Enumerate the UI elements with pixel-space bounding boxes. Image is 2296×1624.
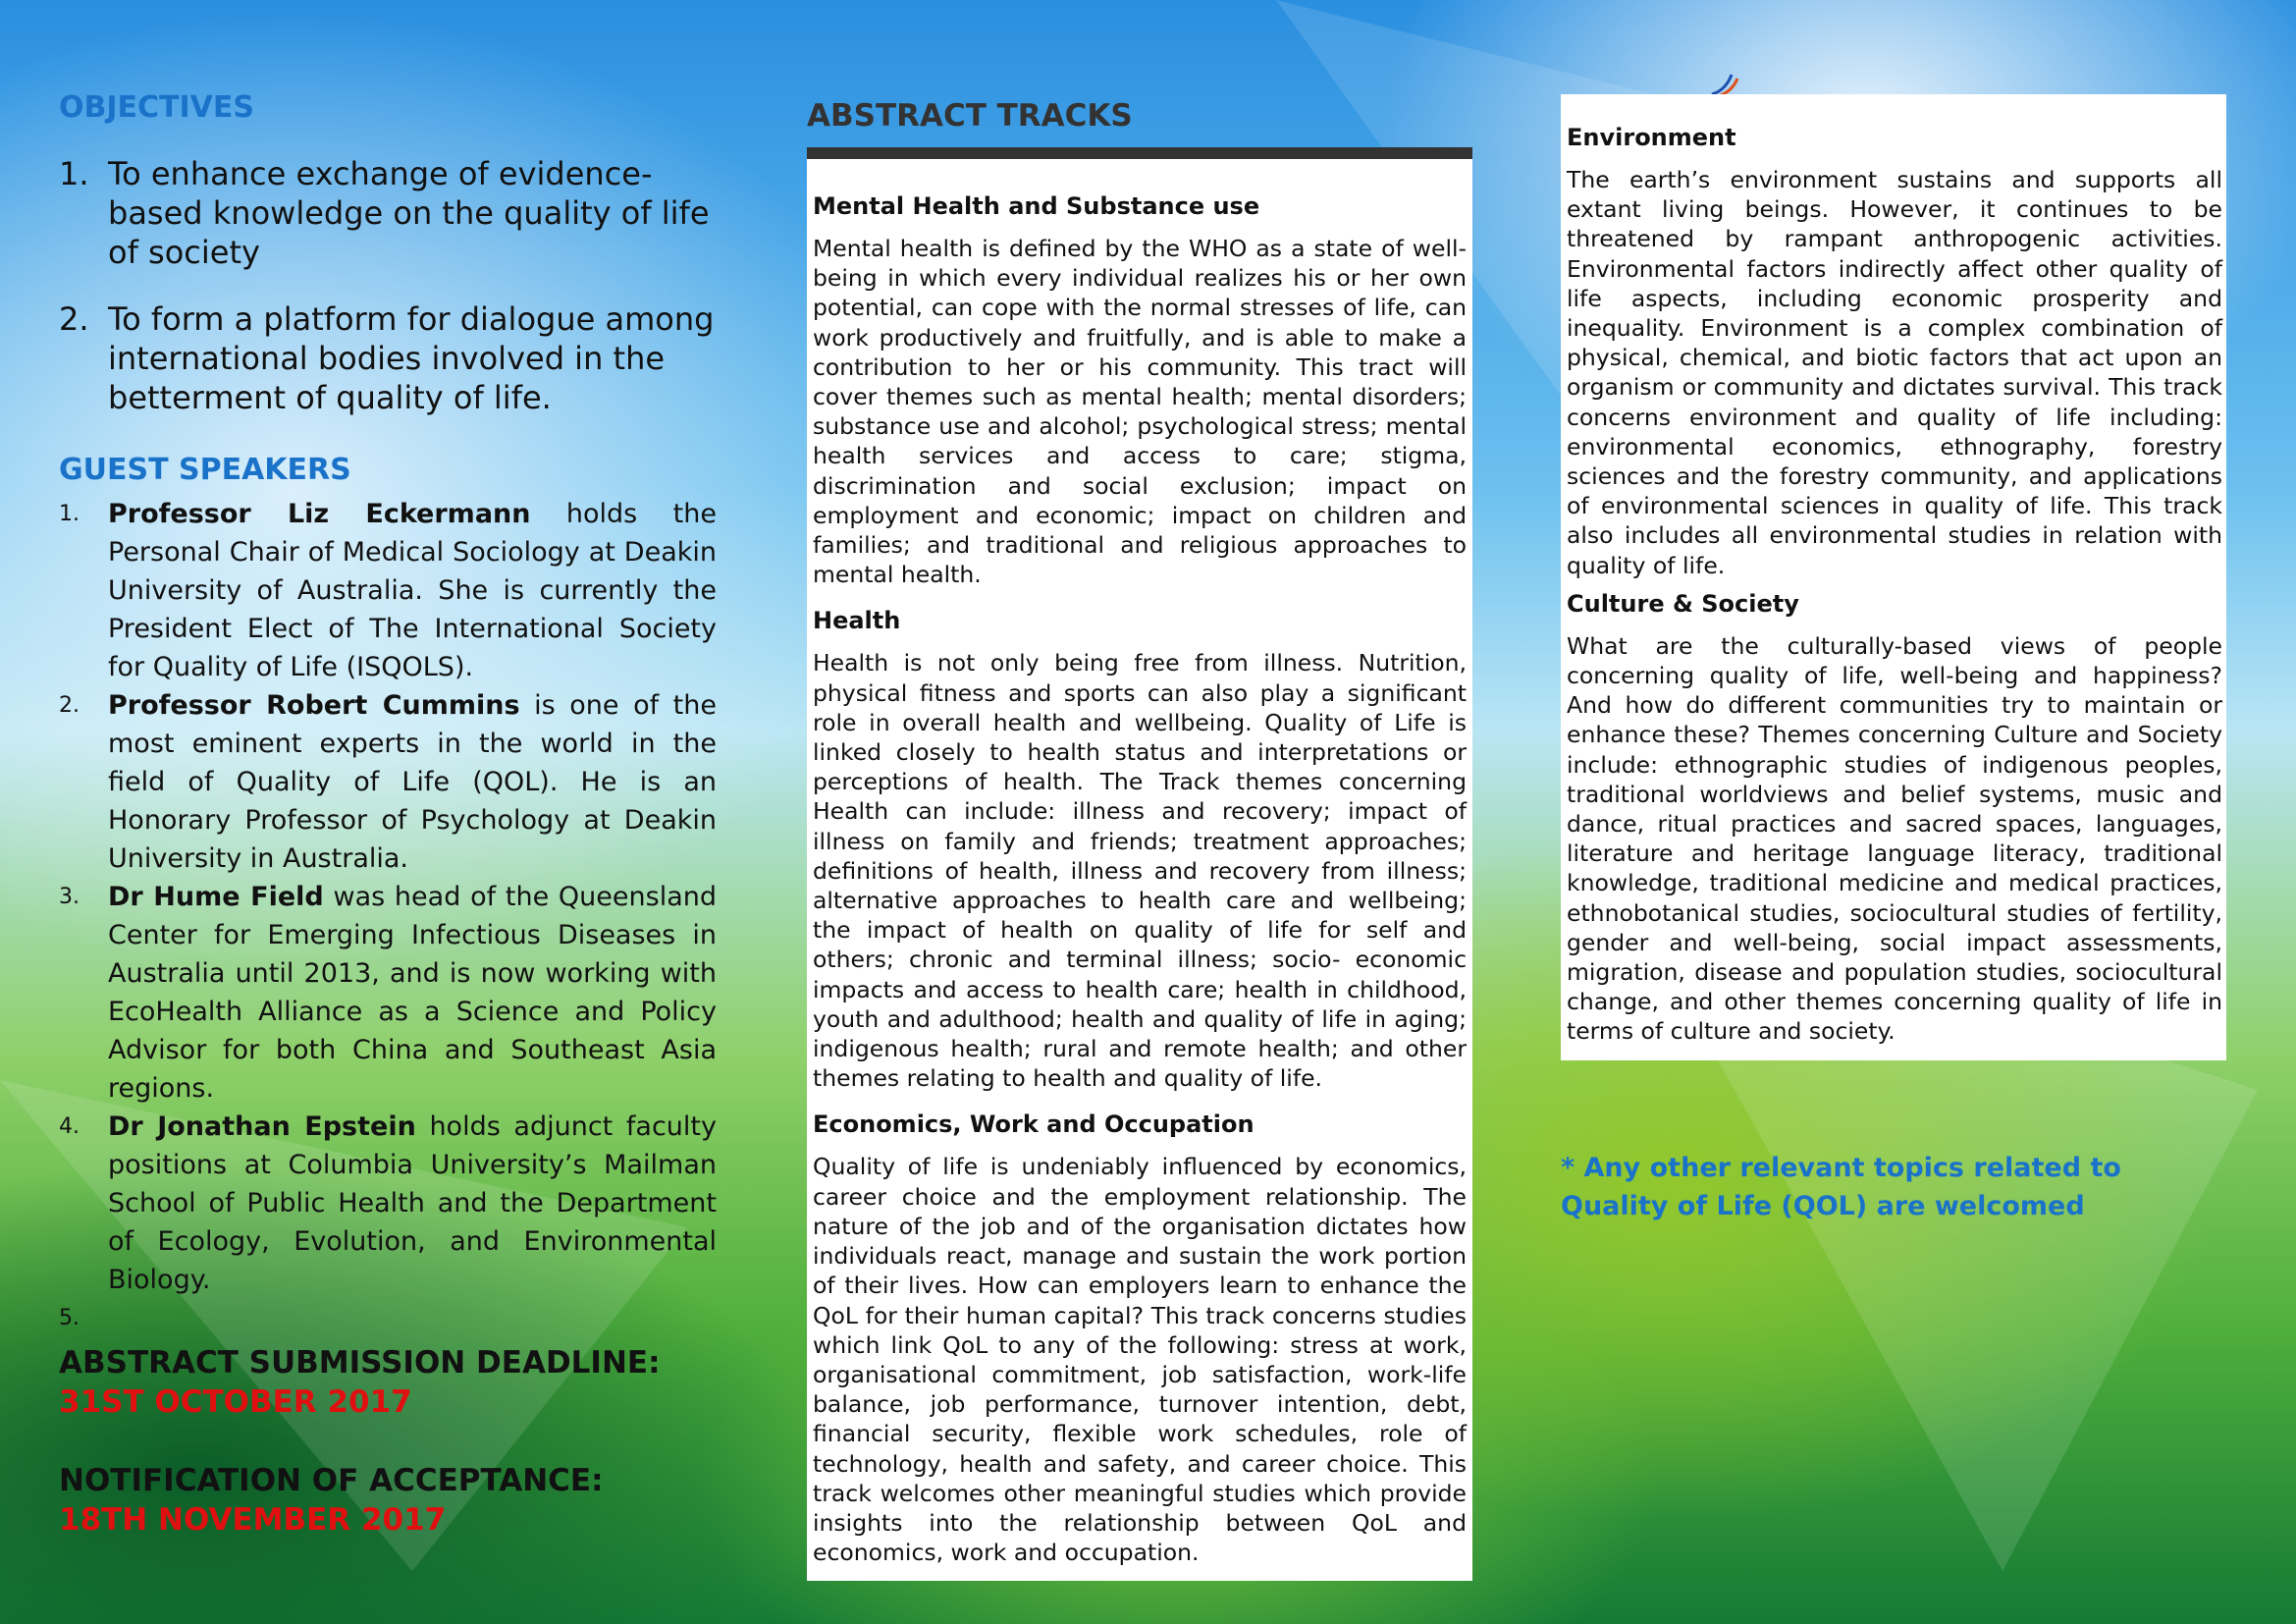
speaker-number: 5. [59,1306,80,1330]
track-heading-mental-health: Mental Health and Substance use [813,192,1260,220]
speaker-item [59,495,717,686]
speaker-name: Professor Liz Eckermann [108,499,531,529]
objectives-title: OBJECTIVES [59,90,254,125]
speaker-number: 3. [59,885,80,909]
track-heading-culture: Culture & Society [1567,589,1799,618]
speaker-name: Professor Robert Cummins [108,690,520,721]
tracks-panel-right [1561,94,2226,1060]
objective-item [59,154,717,272]
other-topics-note: * Any other relevant topics related to Quality of Life (QOL) are welcomed [1561,1152,2121,1221]
title-divider [807,147,1472,159]
tracks-panel [807,159,1472,1581]
submission-deadline-label: ABSTRACT SUBMISSION DEADLINE: [59,1345,661,1380]
track-body-mental-health: Mental health is defined by the WHO as a state of well-being in which every individual realizes his or her own potential, can cope with the normal stresses of life, can work productively and fruitfully, and is able to make a contribution to her or his community. This tract will cover themes such as mental health; mental disorders; substance use and alcohol; psychological stress; mental health services and access to care; stigma, discrimination and social exclusion; impact on employment and economic; impact on children and families; and traditional and religious approaches to mental health. [813,235,1467,589]
right-column [1561,94,2226,1225]
objective-number: 2. [59,300,89,338]
speaker-item [59,686,717,878]
speaker-item [59,878,717,1108]
track-heading-economics: Economics, Work and Occupation [813,1110,1255,1139]
submission-deadline-date: 31ST OCTOBER 2017 [59,1384,412,1420]
objectives-list [59,154,717,417]
guest-speakers-title: GUEST SPEAKERS [59,453,351,487]
speaker-name: Dr Jonathan Epstein [108,1111,416,1142]
notification-date: 18TH NOVEMBER 2017 [59,1502,447,1538]
objective-text: To enhance exchange of evidence-based knowledge on the quality of life of society [108,155,710,271]
speaker-number: 2. [59,693,80,718]
speaker-item [59,1299,717,1337]
track-body-environment: The earth’s environment sustains and supports all extant living beings. However, it continues to be threatened by rampant anthropogenic activities. Environmental factors indirectly affect other quality of life aspects, including economic prosperity and inequality. Environment is a complex combination of physical, chemical, and biotic factors that act upon an organism or community and dictates survival. This track concerns environment and quality of life including: environmental economics, ethnography, forestry sciences and the forestry community, and applications of environmental sciences in quality of life. This track also includes all environmental studies in relation with quality of life. [1567,166,2222,579]
deadlines-block [59,1343,717,1540]
abstract-tracks-title: ABSTRACT TRACKS [807,98,1133,134]
track-heading-health: Health [813,607,901,635]
track-body-economics: Quality of life is undeniably influenced by economics, career choice and the employment relationship. The nature of the job and of the organisation dictates how individuals react, manage and sustain the work portion of their lives. How can employers learn to enhance the QoL for their human capital? This track concerns studies which link QoL to any of the following: stress at work, organisational commitment, job satisfaction, work-life balance, job performance, turnover intention, debt, financial security, flexible work schedules, role of technology, health and safety, and career choice. This track welcomes other meaningful studies which provide insights into the relationship between QoL and economics, work and occupation. [813,1153,1467,1567]
objective-item [59,299,717,417]
left-column [59,90,717,1540]
speaker-number: 4. [59,1114,80,1139]
speaker-number: 1. [59,502,80,526]
speaker-name: Dr Hume Field [108,882,324,912]
objective-text: To form a platform for dialogue among international bodies involved in the betterment of quality of life. [108,300,715,416]
speakers-list [59,495,717,1337]
middle-column [807,98,1472,1581]
objective-number: 1. [59,155,89,192]
speaker-bio: is one of the most eminent experts in the world in the field of Quality of Life (QOL). He is an Honorary Professor of Psychology at Deakin University in Australia. [108,690,717,874]
track-heading-environment: Environment [1567,124,1736,151]
track-body-culture: What are the culturally-based views of people concerning quality of life, well-being and happiness? And how do different communities try to maintain or enhance these? Themes concerning Culture and Society include: ethnographic studies of indigenous peoples, traditional worldviews and belief systems, music and dance, ritual practices and sacred spaces, languages, literature and heritage language literacy, traditional knowledge, traditional medicine and medical practices, ethnobotanical studies, sociocultural studies of fertility, gender and well-being, social impact assessments, migration, disease and population studies, sociocultural change, and other themes concerning quality of life in terms of culture and society. [1567,631,2222,1046]
notification-label: NOTIFICATION OF ACCEPTANCE: [59,1463,604,1498]
speaker-bio: holds adjunct faculty positions at Columbia University’s Mailman School of Public Health and the Department of Ecology, Evolution, and Environmental Biology. [108,1111,717,1295]
speaker-bio: was head of the Queensland Center for Emerging Infectious Diseases in Australia until 2013, and is now working with EcoHealth Alliance as a Science and Policy Advisor for both China and Southeast Asia regions. [108,882,717,1104]
speaker-item [59,1108,717,1299]
speaker-bio: holds the Personal Chair of Medical Sociology at Deakin University of Australia. She is currently the President Elect of The International Society for Quality of Life (ISQOLS). [108,499,717,682]
track-body-health: Health is not only being free from illness. Nutrition, physical fitness and sports can also play a significant role in overall health and wellbeing. Quality of Life is linked closely to health status and interpretations or perceptions of health. The Track themes concerning Health can include: illness and recovery; impact of illness on family and friends; treatment approaches; definitions of health, illness and recovery from illness; alternative approaches to health care and wellbeing; the impact of health on quality of life for self and others; chronic and terminal illness; socio- economic impacts and access to health care; health in childhood, youth and adulthood; health and quality of life in aging; indigenous health; rural and remote health; and other themes relating to health and quality of life. [813,649,1467,1093]
